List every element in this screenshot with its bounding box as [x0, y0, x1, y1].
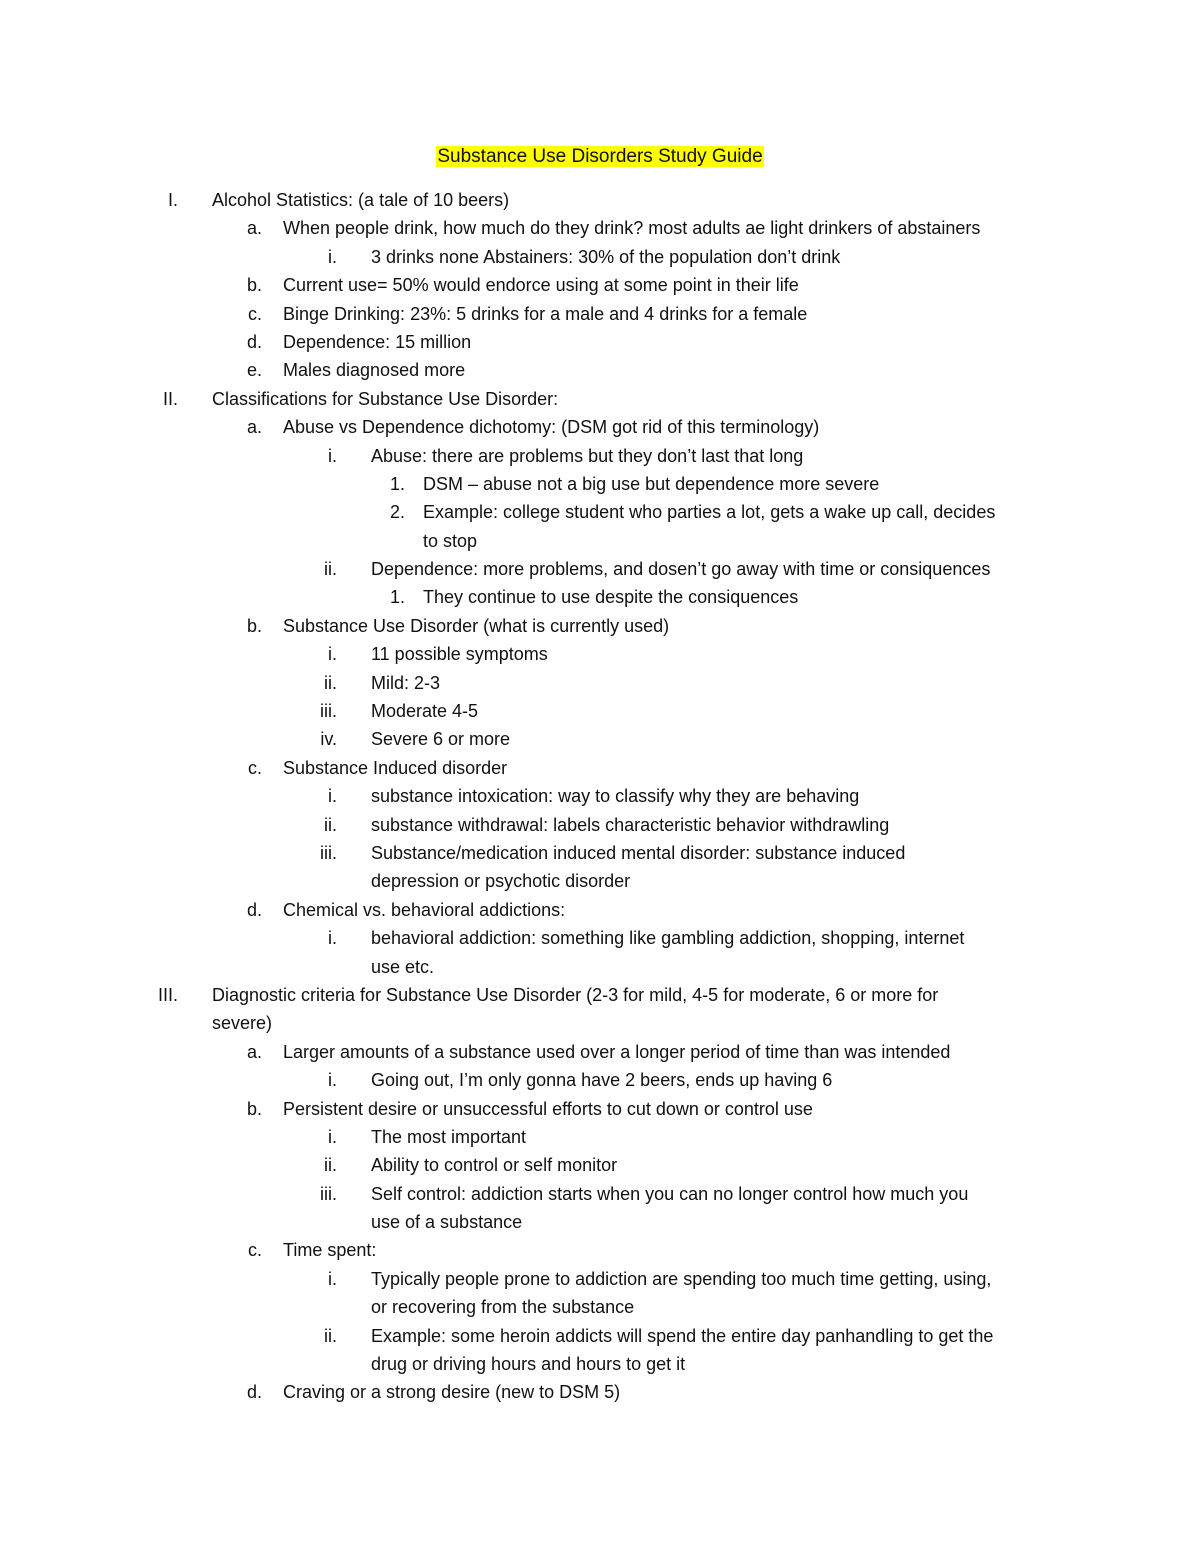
- list-marker: ii.: [324, 559, 337, 580]
- outline-item-line: [0, 413, 1200, 441]
- list-item-text: Example: some heroin addicts will spend the entire day panhandling to get the: [371, 1325, 994, 1346]
- list-item-text: depression or psychotic disorder: [371, 871, 631, 892]
- outline-subitem-line: [0, 1180, 1200, 1208]
- list-item-text: Self control: addiction starts when you can no longer control how much you: [371, 1183, 969, 1204]
- list-marker: d.: [246, 331, 262, 352]
- outline-item-line: [0, 1378, 1200, 1406]
- list-item-text: to stop: [423, 530, 478, 551]
- list-item-text: 11 possible symptoms: [371, 644, 548, 665]
- list-marker: i.: [328, 246, 337, 267]
- outline-item-line: [0, 328, 1200, 356]
- list-item-text: Persistent desire or unsuccessful efforts to cut down or control use: [283, 1098, 813, 1119]
- list-marker: III.: [157, 984, 178, 1005]
- outline-item-line: [0, 356, 1200, 384]
- list-marker: ii.: [324, 672, 337, 693]
- list-item-text: Abuse vs Dependence dichotomy: (DSM got rid of this terminology): [283, 417, 820, 438]
- outline-subitem-line: [0, 839, 1200, 867]
- list-item-text: Going out, I’m only gonna have 2 beers, ends up having 6: [371, 1070, 833, 1091]
- outline-subitem-line: [0, 1293, 1200, 1321]
- outline-subitem-line: [0, 1123, 1200, 1151]
- outline-subitem-line: [0, 811, 1200, 839]
- list-marker: i.: [328, 786, 337, 807]
- list-marker: ii.: [324, 814, 337, 835]
- list-marker: e.: [246, 360, 262, 381]
- list-marker: b.: [246, 1098, 262, 1119]
- outline-list: [0, 186, 1200, 1407]
- list-marker: iv.: [320, 729, 337, 750]
- outline-subitem-line: [0, 1322, 1200, 1350]
- list-marker: d.: [246, 899, 262, 920]
- outline-section-line: [0, 981, 1200, 1009]
- list-item-text: Typically people prone to addiction are spending too much time getting, using,: [371, 1268, 992, 1289]
- list-item-text: Moderate 4-5: [371, 701, 479, 722]
- outline-subitem-line: [0, 867, 1200, 895]
- list-item-text: Substance Induced disorder: [283, 757, 508, 778]
- outline-subitem-line: [0, 953, 1200, 981]
- outline-point-line: [0, 470, 1200, 498]
- list-item-text: 3 drinks none Abstainers: 30% of the population don’t drink: [371, 246, 841, 267]
- list-marker: 2.: [389, 502, 405, 523]
- outline-point-line: [0, 498, 1200, 526]
- list-marker: iii.: [320, 842, 337, 863]
- list-marker: iii.: [320, 1183, 337, 1204]
- outline-subitem-line: [0, 725, 1200, 753]
- outline-subitem-line: [0, 1066, 1200, 1094]
- list-marker: i.: [328, 1070, 337, 1091]
- list-marker: b.: [246, 615, 262, 636]
- list-marker: a.: [246, 1041, 262, 1062]
- list-marker: b.: [246, 275, 262, 296]
- list-marker: 1.: [389, 473, 405, 494]
- outline-subitem-line: [0, 243, 1200, 271]
- list-item-text: behavioral addiction: something like gambling addiction, shopping, internet: [371, 928, 965, 949]
- outline-item-line: [0, 896, 1200, 924]
- list-item-text: use etc.: [371, 956, 435, 977]
- list-item-text: substance withdrawal: labels characteristic behavior withdrawling: [371, 814, 890, 835]
- list-marker: d.: [246, 1382, 262, 1403]
- document-title: [0, 144, 1200, 170]
- outline-subitem-line: [0, 924, 1200, 952]
- outline-point-line: [0, 527, 1200, 555]
- outline-subitem-line: [0, 669, 1200, 697]
- outline-section-line: [0, 186, 1200, 214]
- list-item-text: Classifications for Substance Use Disorder:: [212, 388, 559, 409]
- list-item-text: drug or driving hours and hours to get it: [371, 1354, 686, 1375]
- outline-subitem-line: [0, 555, 1200, 583]
- list-marker: a.: [246, 218, 262, 239]
- list-item-text: Dependence: more problems, and dosen’t go away with time or consiquences: [371, 559, 991, 580]
- outline-item-line: [0, 612, 1200, 640]
- outline-subitem-line: [0, 640, 1200, 668]
- list-marker: i.: [328, 445, 337, 466]
- list-item-text: Males diagnosed more: [283, 360, 466, 381]
- list-item-text: substance intoxication: way to classify why they are behaving: [371, 786, 860, 807]
- list-item-text: use of a substance: [371, 1212, 523, 1233]
- outline-item-line: [0, 271, 1200, 299]
- list-item-text: Chemical vs. behavioral addictions:: [283, 899, 566, 920]
- outline-subitem-line: [0, 442, 1200, 470]
- list-item-text: Mild: 2-3: [371, 672, 441, 693]
- title-highlight: Substance Use Disorders Study Guide: [437, 146, 763, 167]
- outline-item-line: [0, 1038, 1200, 1066]
- outline-subitem-line: [0, 697, 1200, 725]
- outline-section-line: [0, 1009, 1200, 1037]
- list-item-text: Substance/medication induced mental disorder: substance induced: [371, 842, 906, 863]
- list-marker: 1.: [389, 587, 405, 608]
- list-item-text: Binge Drinking: 23%: 5 drinks for a male and 4 drinks for a female: [283, 303, 808, 324]
- list-marker: i.: [328, 1268, 337, 1289]
- list-item-text: Abuse: there are problems but they don’t last that long: [371, 445, 804, 466]
- outline-item-line: [0, 1095, 1200, 1123]
- list-item-text: Severe 6 or more: [371, 729, 511, 750]
- list-item-text: They continue to use despite the consiquences: [423, 587, 799, 608]
- list-marker: c.: [247, 303, 262, 324]
- list-marker: i.: [328, 1126, 337, 1147]
- list-item-text: Alcohol Statistics: (a tale of 10 beers): [212, 190, 510, 210]
- outline-item-line: [0, 214, 1200, 242]
- list-marker: a.: [246, 417, 262, 438]
- outline-point-line: [0, 583, 1200, 611]
- list-item-text: Substance Use Disorder (what is currently used): [283, 615, 670, 636]
- list-marker: c.: [247, 1240, 262, 1261]
- list-item-text: Craving or a strong desire (new to DSM 5): [283, 1382, 621, 1403]
- outline-item-line: [0, 1236, 1200, 1264]
- list-item-text: Example: college student who parties a lot, gets a wake up call, decides: [423, 502, 996, 523]
- list-item-text: Diagnostic criteria for Substance Use Disorder (2-3 for mild, 4-5 for moderate, 6 or more for: [212, 984, 939, 1005]
- list-item-text: Time spent:: [283, 1240, 377, 1261]
- outline-subitem-line: [0, 1350, 1200, 1378]
- list-item-text: Larger amounts of a substance used over a longer period of time than was intended: [283, 1041, 951, 1062]
- list-item-text: severe): [212, 1013, 273, 1034]
- list-item-text: Ability to control or self monitor: [371, 1155, 618, 1176]
- list-item-text: DSM – abuse not a big use but dependence more severe: [423, 473, 880, 494]
- outline-subitem-line: [0, 1208, 1200, 1236]
- list-marker: ii.: [324, 1325, 337, 1346]
- outline-item-line: [0, 754, 1200, 782]
- outline-section-line: [0, 385, 1200, 413]
- outline-subitem-line: [0, 1265, 1200, 1293]
- list-marker: II.: [162, 388, 178, 409]
- list-item-text: or recovering from the substance: [371, 1297, 635, 1318]
- list-marker: ii.: [324, 1155, 337, 1176]
- list-item-text: The most important: [371, 1126, 527, 1147]
- list-marker: i.: [328, 644, 337, 665]
- list-item-text: When people drink, how much do they drink? most adults ae light drinkers of abstainers: [283, 218, 981, 239]
- list-marker: i.: [328, 928, 337, 949]
- list-item-text: Current use= 50% would endorce using at some point in their life: [283, 275, 799, 296]
- list-marker: iii.: [320, 701, 337, 722]
- outline-subitem-line: [0, 782, 1200, 810]
- list-marker: c.: [247, 757, 262, 778]
- list-marker: I.: [167, 190, 178, 210]
- list-item-text: Dependence: 15 million: [283, 331, 472, 352]
- outline-item-line: [0, 300, 1200, 328]
- outline-subitem-line: [0, 1151, 1200, 1179]
